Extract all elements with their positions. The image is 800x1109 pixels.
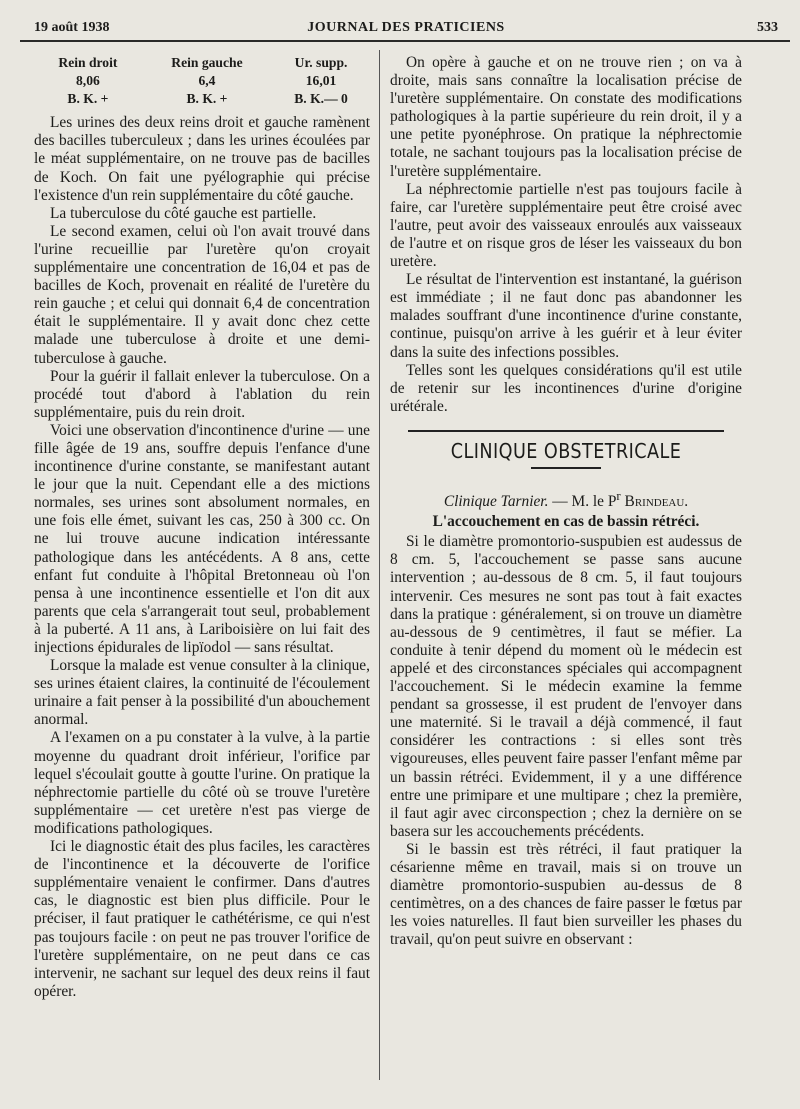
column-divider xyxy=(379,50,380,1080)
clinic-name: Clinique Tarnier. xyxy=(443,493,549,511)
table-cell: B. K.— 0 xyxy=(294,91,348,107)
section-title: CLINIQUE OBSTETRICALE xyxy=(450,438,682,463)
running-header xyxy=(28,18,784,40)
paragraph: Les urines des deux reins droit et gauche ramènent des bacilles tuberculeux ; dans les urines écoulées par le méat supplémentaire, on ne trouve pas de bacilles de Koch. On fait une pyélographie qui précise l'existence d'un rein supplémentaire du côté gauche. xyxy=(34,114,370,204)
table-cell: 6,4 xyxy=(198,73,216,89)
paragraph: Ici le diagnostic était des plus faciles, les caractères de l'incontinence et la découverte de l'orifice supplémentaire venaient le confirmer. Dans d'autres cas, le diagnostic est bien plus difficile. Pour le préciser, il faut pratiquer le cathétérisme, ce qui n'est pas toujours facile : on peut ne pas trouver l'orifice de l'uretère supplémentaire, on ne peut dans ce cas intervenir, ne sachant sur lequel des deux reins il faut opérer. xyxy=(34,838,370,1000)
table-row xyxy=(34,72,370,90)
paragraph: Le second examen, celui où l'on avait trouvé dans l'urine recueillie par l'uretère qu'on croyait supplémentaire une concentration de 16,04 et pas de bacilles de Koch, provenait en réalité de l'uretère du rein gauche ; et celui qui donnait 6,4 de concentration était le supplémentaire. Il y avait donc chez cette malade une tuberculose à droite et une demi-tuberculose à gauche. xyxy=(34,222,370,367)
section-rule-bottom xyxy=(531,467,601,469)
left-column xyxy=(34,54,370,1001)
paragraph: La tuberculose du côté gauche est partielle. xyxy=(50,204,317,222)
section-rule-top xyxy=(408,430,724,432)
byline-dash: — M. le P xyxy=(548,493,617,511)
paragraph: A l'examen on a pu constater à la vulve, à la partie moyenne du quadrant droit inférieur, l'orifice par lequel s'écoulait goutte à goutte l'urine. On pratique la néphrectomie partielle du côté où se trouve l'uretère supplémentaire — cet uretère n'est pas vierge de modifications pathologiques. xyxy=(34,729,370,837)
author-name: Brindeau. xyxy=(620,493,689,511)
table-row xyxy=(34,90,370,108)
paragraph: Voici une observation d'incontinence d'urine — une fille âgée de 19 ans, souffre depuis l'enfance d'une incontinence d'urine constante, se manifestant autant le jour que la nuit. Cependant elle a des mictions normales, ses urines sont absolument normales, en une fois elle émet, suivant les cas, 250 à 300 cc. On ne lui trouve aucune indication intéressante pathologique dans les antécédents. A 8 ans, cette enfant fut conduite à l'hôpital Bretonneau où l'on pensa à une incontinence essentielle et l'on dit aux parents que cela s'arrangerait tout seul, probablement à la puberté. A 11 ans, à Lariboisière on lui fait des injections épidurales de lipïodol — sans résultat. xyxy=(34,421,370,656)
header-date: 19 août 1938 xyxy=(34,20,110,35)
paragraph: Si le diamètre promontorio-suspubien est audessus de 8 cm. 5, l'accouchement se passe sans aucune intervention ; au-dessous de 8 cm. 5, il faut toujours intervenir. Ces mesures ne sont pas tout à fait exactes dans la pratique : généralement, si on trouve un diamètre au-dessous de 9 centimètres, il faut se méfier. La conduite à tenir dépend du moment où le médecin est appelé et des circonstances spéciales qui accompagnent l'accouchement. Si le médecin examine la femme pendant sa grossesse, il est prudent de l'envoyer dans une maternité. Si le travail a déjà commencé, il faut considérer les contractions : si elles sont très vigoureuses, elles peuvent faire passer l'enfant même par un bassin rétréci. Evidemment, il y a une différence entre une primipare et une multipare ; chez la première, il faut agir avec circonspection ; chez la dernière on se basera sur les accouchements précédents. xyxy=(390,533,742,840)
paragraph: On opère à gauche et on ne trouve rien ; on va à droite, mais sans connaître la localisation précise de l'uretère supplémentaire. On constate des modifications pathologiques à la partie supérieure du rein droit, il y a une petite pyonéphrose. On pratique la néphrectomie totale, ne sachant toujours pas la localisation précise de l'uretère supplémentaire. xyxy=(390,54,742,180)
article-byline xyxy=(390,487,742,511)
table-cell: 8,06 xyxy=(76,73,100,89)
paragraph: Lorsque la malade est venue consulter à la clinique, ses urines étaient claires, la continuité de l'écoulement urinaire a fait penser à la possibilité d'un abouchement anormal. xyxy=(34,657,370,729)
paragraph: Le résultat de l'intervention est instantané, la guérison est immédiate ; il ne faut donc pas abandonner les malades souffrant d'une incontinence d'urine constante, continue, puisqu'on arrive à les guérir et à leur éviter dans la suite des infections possibles. xyxy=(390,271,742,361)
header-rule xyxy=(20,40,790,42)
table-header-cell: Ur. supp. xyxy=(294,55,348,70)
table-header-cell: Rein droit xyxy=(58,55,118,70)
table-header-cell: Rein gauche xyxy=(171,55,243,70)
table-cell: B. K. + xyxy=(67,91,109,107)
table-cell: B. K. + xyxy=(186,91,228,107)
header-journal-title: JOURNAL DES PRATICIENS xyxy=(307,20,505,35)
section-heading xyxy=(390,430,742,469)
article-title: L'accouchement en cas de bassin rétréci. xyxy=(432,513,700,531)
urine-results-table xyxy=(34,54,370,108)
right-column xyxy=(390,54,742,949)
table-cell: 16,01 xyxy=(305,73,337,89)
paragraph: Pour la guérir il fallait enlever la tuberculose. On a procédé tout d'abord à l'ablation du rein supplémentaire, puis du rein droit. xyxy=(34,367,370,421)
paragraph: La néphrectomie partielle n'est pas toujours facile à faire, car l'uretère supplémentaire peut être croisé avec l'autre, peut avoir des vaisseaux enroulés aux vaisseaux de l'autre et on risque gros de léser les vaisseaux du bon uretère. xyxy=(390,180,742,271)
byline-sup: r xyxy=(616,488,621,503)
header-page-number: 533 xyxy=(757,20,778,35)
table-header-row xyxy=(34,54,370,72)
paragraph: Telles sont les quelques considérations qu'il est utile de retenir sur les incontinences d'urine d'origine urétérale. xyxy=(390,361,742,415)
paragraph: Si le bassin est très rétréci, il faut pratiquer la césarienne même en travail, mais si on trouve un diamètre promontorio-suspubien au-dessus de 8 centimètres, on a des chances de faire passer le fœtus par les voies naturelles. Il faut bien surveiller les phases du travail, qu'on peut suivre en observant : xyxy=(390,840,742,949)
